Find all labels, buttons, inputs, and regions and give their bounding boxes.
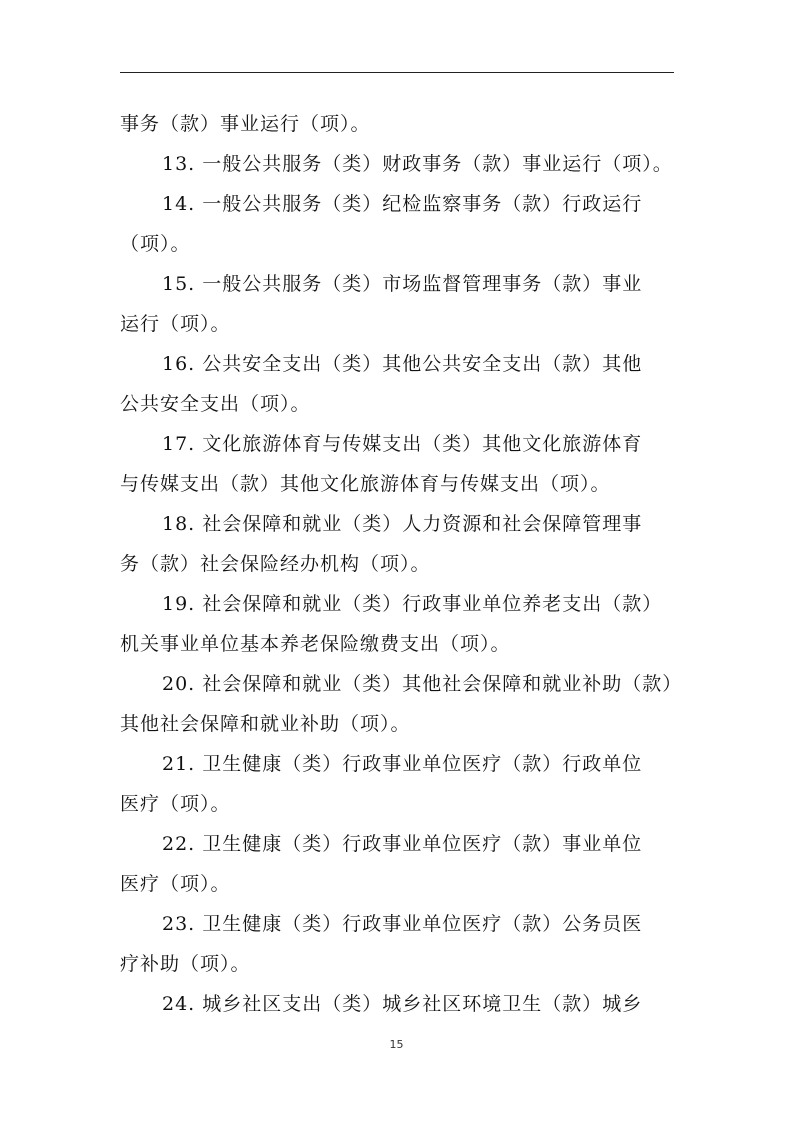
paragraph-item-20 [120,664,683,744]
paragraph-item-17 [120,424,674,504]
text-line: 与传媒支出（款）其他文化旅游体育与传媒支出（项）。 [120,473,611,495]
text-line: （项）。 [120,233,191,255]
text-line: 机关事业单位基本养老保险缴费支出（项）。 [120,633,511,655]
text-line: 13. 一般公共服务（类）财政事务（款）事业运行（项）。 [162,153,673,175]
text-line: 22. 卫生健康（类）行政事业单位医疗（款）事业单位 [162,833,643,855]
text-line: 21. 卫生健康（类）行政事业单位医疗（款）行政单位 [162,753,643,775]
text-line: 运行（项）。 [120,313,231,335]
paragraph-item-16 [120,344,674,424]
text-line: 医疗（项）。 [120,793,231,815]
paragraph-item-21 [120,744,674,824]
text-line: 事务（款）事业运行（项）。 [120,113,371,135]
text-line: 18. 社会保障和就业（类）人力资源和社会保障管理事 [162,513,643,535]
header-rule [120,72,674,73]
text-line: 24. 城乡社区支出（类）城乡社区环境卫生（款）城乡 [162,993,643,1015]
text-line: 16. 公共安全支出（类）其他公共安全支出（款）其他 [162,353,643,375]
text-line: 19. 社会保障和就业（类）行政事业单位养老支出（款） [162,593,663,615]
paragraph-item-19 [120,584,674,664]
paragraph-item-15 [120,264,674,344]
text-line: 公共安全支出（项）。 [120,393,311,415]
text-line: 23. 卫生健康（类）行政事业单位医疗（款）公务员医 [162,913,643,935]
text-line: 其他社会保障和就业补助（项）。 [120,713,411,735]
paragraph-item-14 [120,184,674,264]
paragraph-item-18 [120,504,674,584]
text-line: 务（款）社会保险经办机构（项）。 [120,553,431,575]
paragraph-item-24 [120,984,674,1024]
paragraph-continuation [120,104,674,144]
paragraph-item-22 [120,824,674,904]
text-line: 14. 一般公共服务（类）纪检监察事务（款）行政运行 [162,193,643,215]
text-line: 17. 文化旅游体育与传媒支出（类）其他文化旅游体育 [162,433,643,455]
text-line: 疗补助（项）。 [120,953,251,975]
paragraph-item-13 [120,144,674,184]
text-line: 医疗（项）。 [120,873,231,895]
text-line: 20. 社会保障和就业（类）其他社会保障和就业补助（款） [162,673,683,695]
text-line: 15. 一般公共服务（类）市场监督管理事务（款）事业 [162,273,643,295]
page-number: 15 [389,1038,404,1051]
body-text [120,104,683,1024]
paragraph-item-23 [120,904,674,984]
